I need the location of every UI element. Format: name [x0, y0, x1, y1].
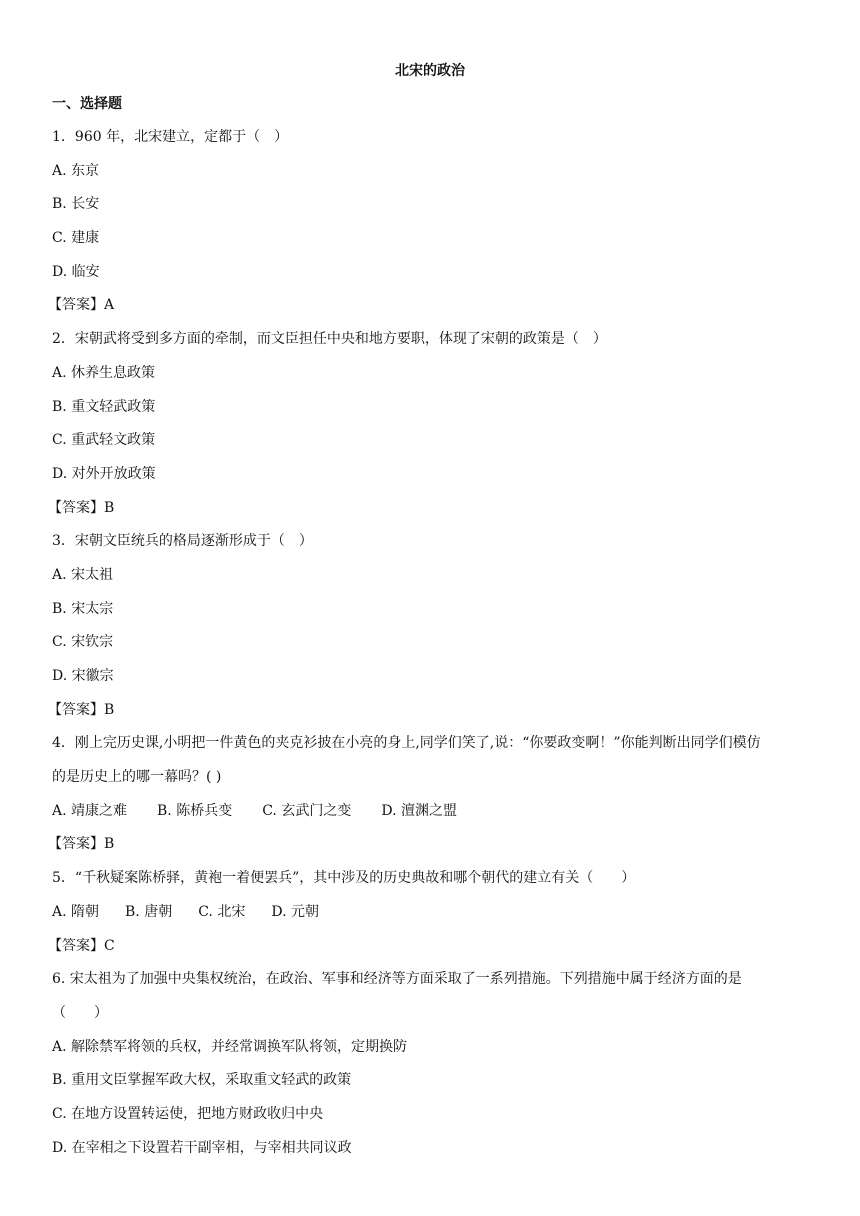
question-3-stem: 3．宋朝文臣统兵的格局逐渐形成于（ ） — [52, 533, 313, 550]
question-3-option-a: A. 宋太祖 — [52, 566, 114, 583]
question-2-stem: 2．宋朝武将受到多方面的牵制，而文臣担任中央和地方要职，体现了宋朝的政策是（ ） — [52, 331, 607, 348]
question-5-answer: 【答案】C — [48, 937, 115, 954]
section-heading: 一、选择题 — [52, 96, 122, 112]
question-2-option-b: B. 重文轻武政策 — [52, 398, 156, 415]
question-4-stem-line-1: 4．刚上完历史课,小明把一件黄色的夹克衫披在小亮的身上,同学们笑了,说：“你要政变啊！”你能判断出同学们模仿 — [52, 735, 761, 752]
question-6-option-a: A. 解除禁军将领的兵权，并经常调换军队将领，定期换防 — [52, 1038, 408, 1055]
question-4-option-b: B. 陈桥兵变 — [157, 802, 233, 819]
question-5-option-a: A. 隋朝 — [52, 903, 100, 920]
question-6-option-b: B. 重用文臣掌握军政大权，采取重文轻武的政策 — [52, 1072, 352, 1089]
question-6-option-c: C. 在地方设置转运使，把地方财政收归中央 — [52, 1105, 324, 1122]
question-1-option-a: A. 东京 — [52, 162, 100, 179]
question-6-option-d: D. 在宰相之下设置若干副宰相，与宰相共同议政 — [52, 1139, 352, 1156]
question-2-answer: 【答案】B — [48, 499, 115, 516]
question-5-option-b: B. 唐朝 — [125, 903, 173, 920]
question-1-answer: 【答案】A — [48, 297, 115, 314]
question-5-stem: 5．“千秋疑案陈桥驿，黄袍一着便罢兵”，其中涉及的历史典故和哪个朝代的建立有关（ ） — [52, 870, 636, 887]
question-1-option-d: D. 临安 — [52, 263, 100, 280]
question-4-answer: 【答案】B — [48, 836, 115, 853]
question-5-option-d: D. 元朝 — [271, 903, 319, 920]
question-4-option-d: D. 澶渊之盟 — [381, 802, 457, 819]
question-6-stem-line-1: 6. 宋太祖为了加强中央集权统治，在政治、军事和经济等方面采取了一系列措施。下列措施中属于经济方面的是 — [52, 971, 742, 988]
question-3-option-c: C. 宋钦宗 — [52, 634, 114, 651]
question-6-stem-line-2: （ ） — [52, 1004, 108, 1021]
question-2-option-d: D. 对外开放政策 — [52, 465, 156, 482]
question-4-option-a: A. 靖康之难 — [52, 802, 128, 819]
question-3-option-d: D. 宋徽宗 — [52, 668, 114, 684]
question-4-options — [52, 802, 812, 820]
question-5-option-c: C. 北宋 — [198, 903, 246, 920]
question-1-stem: 1．960 年，北宋建立，定都于（ ） — [52, 129, 289, 145]
question-5-options — [52, 903, 812, 921]
question-2-option-c: C. 重武轻文政策 — [52, 432, 156, 449]
question-1-option-c: C. 建康 — [52, 230, 100, 247]
question-4-option-c: C. 玄武门之变 — [262, 802, 352, 819]
question-3-option-b: B. 宋太宗 — [52, 600, 114, 617]
document-title: 北宋的政治 — [395, 63, 465, 79]
question-3-answer: 【答案】B — [48, 701, 115, 718]
question-2-option-a: A. 休养生息政策 — [52, 364, 156, 381]
question-list — [48, 128, 812, 1172]
question-1-option-b: B. 长安 — [52, 196, 100, 213]
question-4-stem-line-2: 的是历史上的哪一幕吗？( ) — [52, 769, 222, 786]
